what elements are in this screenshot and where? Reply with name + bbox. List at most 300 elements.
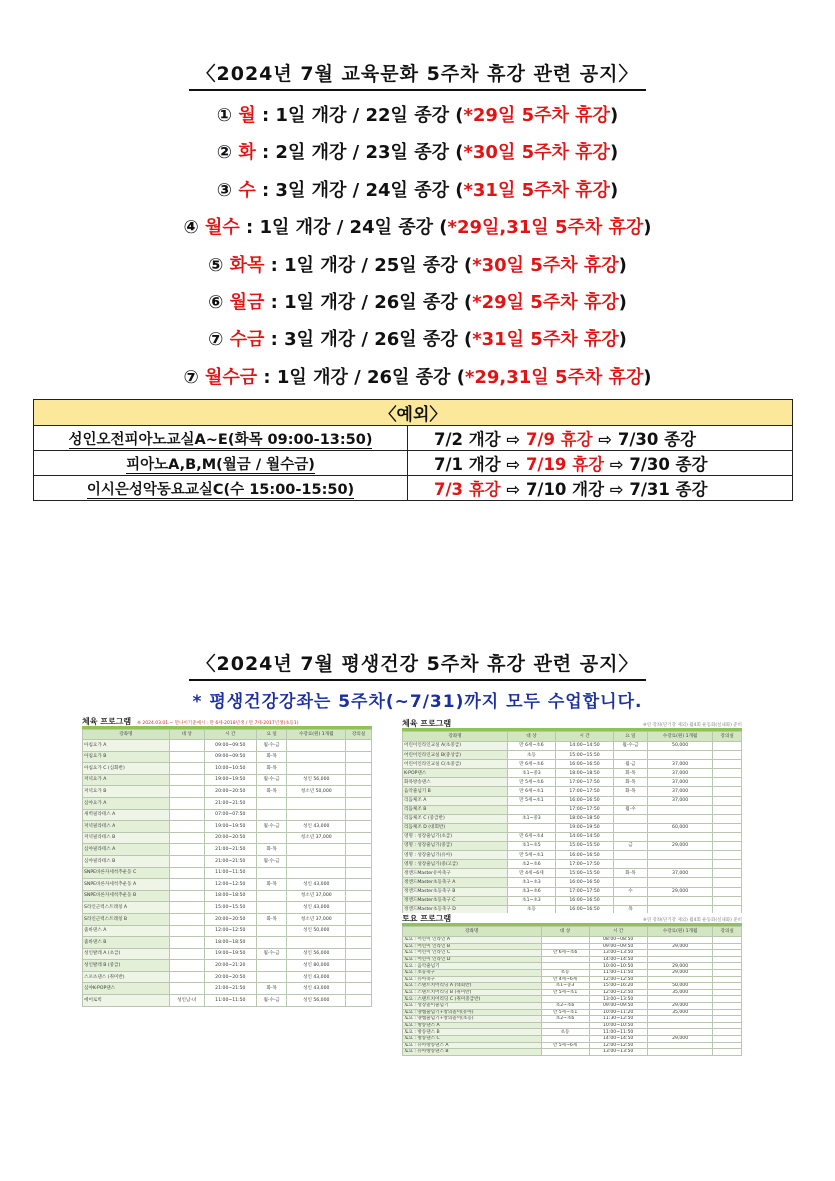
table-cell [346, 937, 372, 949]
notice1-line-closed: *31일 5주차 휴강 [463, 179, 610, 201]
table-cell: 토요 : 성장놀이줄넘기 [403, 1002, 542, 1009]
table-cell [169, 809, 204, 821]
table-cell: 11:00~11:50 [204, 995, 256, 1007]
table-cell: 음악줄넘기 B [403, 787, 508, 796]
table-row [83, 983, 372, 995]
table-cell [713, 878, 742, 887]
table-header-cell: 대 상 [541, 927, 589, 937]
table-cell: 성인 56,000 [287, 774, 346, 786]
schedule-right-top-note: ※연 강좌(단기강 제외) 월4회 운동화(실내화) 준비 [642, 723, 742, 728]
table-cell [713, 823, 742, 832]
table-cell [713, 989, 742, 996]
table-cell [287, 937, 346, 949]
schedule-left-table [82, 729, 372, 1007]
table-cell [346, 797, 372, 809]
table-cell [346, 809, 372, 821]
table-cell [713, 860, 742, 869]
table-cell [713, 1042, 742, 1049]
table-cell [713, 742, 742, 751]
table-cell: 19:00~19:50 [204, 774, 256, 786]
table-cell [287, 844, 346, 856]
notice1-line-closed: *30일 5주차 휴강 [463, 142, 610, 164]
notice1-line-rest: : 1일 개강 / 24일 종강 ( [239, 217, 448, 239]
table-cell: 아침요가 A [83, 740, 170, 752]
table-row [403, 937, 742, 944]
table-row [83, 751, 372, 763]
notice1-line [0, 209, 835, 246]
table-cell: 화·목 [257, 913, 287, 925]
table-header-cell: 강의실 [713, 732, 742, 742]
table-cell: 토요 : 양쌤줄넘기+창의놀이(초등) [403, 1016, 542, 1023]
table-cell [169, 867, 204, 879]
table-row [83, 832, 372, 844]
table-cell: 화·목 [257, 879, 287, 891]
table-cell [647, 1016, 713, 1023]
table-cell: 19:00~19:50 [204, 821, 256, 833]
table-cell [614, 851, 648, 860]
table-cell: 21:00~21:50 [204, 844, 256, 856]
table-cell [614, 832, 648, 841]
notice1-line-close: ) [609, 142, 619, 164]
table-cell [647, 851, 713, 860]
table-row [403, 1035, 742, 1042]
table-cell: 11:30~12:50 [589, 1016, 647, 1023]
table-cell: 성인 56,000 [287, 948, 346, 960]
table-cell: 토요 : 초등축구 [403, 969, 542, 976]
table-cell: 리듬체조 A [403, 796, 508, 805]
table-cell [169, 797, 204, 809]
table-cell: 토요 : 유아축구 [403, 976, 542, 983]
table-cell [346, 855, 372, 867]
table-cell: 성인 43,000 [287, 879, 346, 891]
exception-row: 이시은성악동요교실C(수 15:00-15:50) 7/3 휴강 ⇨ 7/10 개강 ⇨ 7/31 종강 [34, 476, 793, 501]
table-cell [346, 763, 372, 775]
table-cell: 청소년 37,000 [287, 832, 346, 844]
table-cell [614, 878, 648, 887]
table-cell: 만 6세~초6 [541, 950, 589, 957]
table-row [403, 996, 742, 1003]
notice1-line [0, 172, 835, 209]
table-cell: 15:00~16:20 [589, 983, 647, 990]
table-cell [346, 821, 372, 833]
table-cell [287, 751, 346, 763]
table-cell: 16:00~16:50 [555, 896, 613, 905]
table-cell: 월·수·금 [257, 995, 287, 1007]
table-cell: 심야필라테스 A [83, 844, 170, 856]
table-cell: 12:00~12:50 [204, 925, 256, 937]
table-cell [614, 814, 648, 823]
table-row [403, 1022, 742, 1029]
table-cell: 14:00~14:50 [555, 832, 613, 841]
table-cell: 15:00~15:50 [204, 902, 256, 914]
table-cell: 13:00~13:50 [589, 996, 647, 1003]
table-cell: 정앤드Master초등축구 B [403, 887, 508, 896]
table-cell: 영명 : 성장줄넘기(초급) [403, 832, 508, 841]
notice1-line-day: 화 [238, 142, 256, 164]
table-cell: 29,000 [647, 1002, 713, 1009]
table-cell [257, 832, 287, 844]
table-cell: 월·수·금 [257, 740, 287, 752]
table-cell: 10:00~10:50 [204, 763, 256, 775]
table-cell [647, 751, 713, 760]
table-cell [713, 842, 742, 851]
table-cell: 08:00~08:50 [589, 937, 647, 944]
table-header-cell: 강좌명 [403, 732, 508, 742]
table-cell [713, 869, 742, 878]
table-cell: 만 5세~초1 [541, 1009, 589, 1016]
table-cell [713, 963, 742, 970]
table-cell [287, 855, 346, 867]
table-cell: 토요 : 어린이 인라인 B [403, 943, 542, 950]
table-cell: 만 6세~초1 [507, 787, 555, 796]
table-cell [713, 760, 742, 769]
exceptions-table [33, 399, 793, 501]
notice1-line-rest: : 1일 개강 / 26일 종강 ( [264, 291, 473, 313]
table-row [403, 860, 742, 869]
table-cell: 줌바댄스 A [83, 925, 170, 937]
table-cell [647, 805, 713, 814]
table-cell [346, 995, 372, 1007]
table-cell: 만 6세~초6 [507, 742, 555, 751]
table-cell: 만 5세~6세 [541, 1042, 589, 1049]
notice1-line-closed: *29일 5주차 휴강 [472, 291, 619, 313]
table-row [403, 869, 742, 878]
table-cell [713, 778, 742, 787]
notice1-line-day: 화목 [229, 254, 265, 276]
table-cell [346, 960, 372, 972]
table-cell [614, 796, 648, 805]
table-cell [169, 879, 204, 891]
notice1-line [0, 284, 835, 321]
table-cell [647, 956, 713, 963]
table-header-cell: 요 일 [257, 730, 287, 740]
table-cell [346, 983, 372, 995]
table-row [403, 751, 742, 760]
schedule-right-top-table [402, 731, 742, 915]
table-cell [713, 1022, 742, 1029]
table-cell [169, 855, 204, 867]
table-cell: 토요 : 스탠트치어리딩 B (취미반) [403, 989, 542, 996]
notice1-line-num: ① [216, 105, 239, 126]
table-cell: 29,000 [647, 943, 713, 950]
table-row [83, 740, 372, 752]
table-cell [647, 896, 713, 905]
table-header-cell: 수강료(원) 1개월 [287, 730, 346, 740]
table-row [83, 937, 372, 949]
notice1-line-day: 월금 [229, 291, 265, 313]
table-cell [169, 740, 204, 752]
table-cell: 만 5세~초6 [507, 778, 555, 787]
table-cell: 초1~초3 [507, 878, 555, 887]
notice1-line [0, 359, 835, 396]
table-cell [713, 887, 742, 896]
table-cell [713, 787, 742, 796]
table-cell: 화·목 [257, 763, 287, 775]
table-cell [647, 937, 713, 944]
table-header-cell: 대 상 [507, 732, 555, 742]
table-cell: 화·목 [257, 786, 287, 798]
table-cell: 정앤드Master초등축구 C [403, 896, 508, 905]
table-row [403, 760, 742, 769]
table-cell: 토요 : 유아방송댄스 A [403, 1042, 542, 1049]
table-cell: 만 4세~6세 [507, 869, 555, 878]
table-cell: 화·목 [257, 751, 287, 763]
table-cell: 17:00~17:50 [555, 787, 613, 796]
table-cell: 11:00~11:50 [204, 867, 256, 879]
table-cell: 20:00~21:20 [204, 960, 256, 972]
table-cell: 어린이인라인교실 C(초중급) [403, 760, 508, 769]
table-row [83, 890, 372, 902]
table-cell: 14:00~14:50 [589, 1035, 647, 1042]
table-cell: 초2~초6 [541, 1002, 589, 1009]
table-cell: 월·수·금 [257, 855, 287, 867]
table-cell: 성인남·녀 [169, 995, 204, 1007]
schedule-right-bottom-note: ※연 강좌(단기강 제외) 월4회 운동화(실내화) 준비 [642, 918, 742, 923]
table-row [403, 796, 742, 805]
table-cell: 토요 : 음악줄넘기 [403, 963, 542, 970]
notice1-line-day: 월 [238, 105, 256, 126]
table-cell: 11:00~11:50 [589, 969, 647, 976]
table-cell: 10:00~10:50 [589, 963, 647, 970]
table-cell: 18:00~18:50 [555, 814, 613, 823]
exceptions-header: 〈예외〉 [34, 400, 793, 426]
table-cell [647, 1029, 713, 1036]
table-header-cell: 대 상 [169, 730, 204, 740]
table-cell: 14:00~14:50 [589, 956, 647, 963]
schedule-right-bottom-panel [402, 913, 742, 1055]
table-cell: 37,000 [647, 787, 713, 796]
table-cell: 초2~초6 [507, 860, 555, 869]
table-cell: 월·수 [614, 805, 648, 814]
table-cell: 29,000 [647, 969, 713, 976]
table-cell [713, 1009, 742, 1016]
table-cell [257, 867, 287, 879]
table-cell [346, 774, 372, 786]
table-cell: 리듬체조 D (대회반) [403, 823, 508, 832]
table-cell: S라인근력스트레칭 A [83, 902, 170, 914]
table-cell: 토요 : 스탠트치어리딩 C (취미중급반) [403, 996, 542, 1003]
notice1-line-num: ⑤ [208, 254, 230, 276]
notice1-line-rest: : 3일 개강 / 24일 종강 ( [255, 179, 464, 201]
table-cell: 성인 43,000 [287, 971, 346, 983]
schedule-left-panel [82, 716, 372, 1003]
table-cell [257, 902, 287, 914]
table-cell: 리듬체조 C (중급반) [403, 814, 508, 823]
table-cell [541, 1049, 589, 1056]
table-cell [257, 925, 287, 937]
table-row [83, 867, 372, 879]
table-cell [346, 948, 372, 960]
schedule-right-bottom-table [402, 926, 742, 1056]
table-cell [647, 878, 713, 887]
table-cell [346, 902, 372, 914]
table-cell: 17:00~17:50 [555, 805, 613, 814]
table-cell [169, 774, 204, 786]
table-cell [713, 1029, 742, 1036]
schedule-right-top-panel [402, 718, 742, 913]
table-cell [346, 925, 372, 937]
exception-name: 이시은성악동요교실C(수 15:00-15:50) [86, 481, 355, 498]
table-cell: 초등 [541, 969, 589, 976]
notice1-line-num: ⑦ [183, 366, 205, 388]
table-cell: 심야K-POP댄스 [83, 983, 170, 995]
table-cell [541, 937, 589, 944]
table-header-cell: 시 간 [555, 732, 613, 742]
table-cell [647, 1042, 713, 1049]
table-cell: 정앤드Master초등축구 D [403, 905, 508, 914]
table-cell: 초1~중3 [507, 769, 555, 778]
table-cell: 토요 : 어린이 인라인 C [403, 950, 542, 957]
table-cell: 줌바댄스 B [83, 937, 170, 949]
table-row [83, 879, 372, 891]
table-header-cell: 강의실 [346, 730, 372, 740]
table-cell [169, 902, 204, 914]
table-cell: 심야요가 A [83, 797, 170, 809]
table-cell: 37,000 [647, 778, 713, 787]
table-header-cell: 요 일 [614, 732, 648, 742]
notice1-line-close: ) [618, 329, 627, 351]
table-cell [287, 763, 346, 775]
notice1-line-close: ) [618, 254, 627, 276]
table-cell: 만 5세~초1 [507, 796, 555, 805]
table-cell: 초등 [507, 905, 555, 914]
table-cell: 초3~초6 [507, 887, 555, 896]
table-cell: 37,000 [647, 769, 713, 778]
table-row [83, 786, 372, 798]
table-cell [713, 851, 742, 860]
table-cell: 토요 : 방송댄스 A [403, 1022, 542, 1029]
table-cell [346, 844, 372, 856]
table-cell: 14:00~14:50 [555, 742, 613, 751]
notice1-line-closed: *29,31일 5주차 휴강 [464, 366, 644, 388]
table-cell: 21:00~21:50 [204, 855, 256, 867]
table-cell [169, 948, 204, 960]
table-cell: 16:00~16:50 [555, 796, 613, 805]
table-cell [647, 832, 713, 841]
table-cell [647, 860, 713, 869]
table-cell: 저녁필라테스 A [83, 821, 170, 833]
table-cell: 07:00~07:50 [204, 809, 256, 821]
table-cell [257, 960, 287, 972]
table-cell: 16:00~16:50 [555, 878, 613, 887]
table-cell: 15:00~15:50 [555, 842, 613, 851]
table-row [403, 1016, 742, 1023]
table-row [403, 976, 742, 983]
table-header-cell: 강좌명 [403, 927, 542, 937]
notice1-line-closed: *29일,31일 5주차 휴강 [447, 217, 644, 239]
table-cell: 토요 : 스탠트치어리딩 A (대회반) [403, 983, 542, 990]
table-cell: 아침요가 B [83, 751, 170, 763]
table-row [403, 842, 742, 851]
table-header-cell: 수강료(원) 1개월 [647, 927, 713, 937]
table-row [403, 832, 742, 841]
table-cell: 토요 : 양쌤줄넘기+창의놀이(유아) [403, 1009, 542, 1016]
table-row [403, 805, 742, 814]
notice1-line-rest: : 2일 개강 / 23일 종강 ( [255, 142, 464, 164]
table-cell [287, 740, 346, 752]
table-cell: 21:00~21:50 [204, 797, 256, 809]
table-cell [713, 832, 742, 841]
table-row [83, 971, 372, 983]
table-cell [169, 763, 204, 775]
table-cell: 토요 : 어린이 인라인 D [403, 956, 542, 963]
schedule-right-top-title: 체육 프로그램 [402, 719, 452, 728]
table-cell [346, 786, 372, 798]
table-cell: 성인 43,000 [287, 821, 346, 833]
table-cell [713, 769, 742, 778]
table-cell [169, 821, 204, 833]
table-cell [169, 751, 204, 763]
table-cell: 만 5세~초1 [507, 851, 555, 860]
table-row [83, 855, 372, 867]
table-cell: 10:00~11:20 [589, 1009, 647, 1016]
table-cell [169, 832, 204, 844]
table-cell [346, 879, 372, 891]
table-cell [507, 823, 555, 832]
table-cell [647, 814, 713, 823]
table-cell: 정앤드Master유아축구 [403, 869, 508, 878]
table-cell: 29,000 [647, 1035, 713, 1042]
table-cell [713, 796, 742, 805]
table-row [403, 851, 742, 860]
table-cell: 초등 [507, 751, 555, 760]
table-row [403, 956, 742, 963]
table-cell [647, 950, 713, 957]
notice1-line-rest: : 1일 개강 / 22일 종강 ( [255, 105, 464, 126]
notice1-lines [0, 97, 835, 396]
table-cell: 35,000 [647, 989, 713, 996]
table-cell [346, 890, 372, 902]
notice1-line-day: 월수 [204, 217, 240, 239]
table-cell: 만 6세~초6 [507, 760, 555, 769]
table-header-cell: 시 간 [589, 927, 647, 937]
table-cell [541, 1035, 589, 1042]
table-cell: 50,000 [647, 742, 713, 751]
table-cell: 월·수·금 [257, 948, 287, 960]
table-cell: 20:00~20:50 [204, 786, 256, 798]
notice1-line-close: ) [609, 179, 619, 201]
table-cell: 저녁요가 B [83, 786, 170, 798]
notice1-line-close: ) [609, 105, 619, 126]
table-cell: 60,000 [647, 823, 713, 832]
table-row [403, 950, 742, 957]
table-cell: 18:00~18:50 [555, 769, 613, 778]
notice1-line-closed: *31일 5주차 휴강 [472, 329, 619, 351]
table-row [403, 983, 742, 990]
table-cell [257, 937, 287, 949]
table-cell: 초1~중3 [541, 983, 589, 990]
table-cell: SNPE바른자세척추운동 C [83, 867, 170, 879]
exception-name: 피아노A,B,M(월금 / 월수금) [126, 456, 315, 473]
notice1-line-num: ④ [183, 217, 205, 239]
table-cell: 12:00~12:50 [204, 879, 256, 891]
table-cell: 화·목 [614, 869, 648, 878]
table-cell [169, 786, 204, 798]
table-cell [169, 971, 204, 983]
table-cell [647, 976, 713, 983]
table-cell: 초등 [541, 1029, 589, 1036]
notice1-title: 〈2024년 7월 교육문화 5주차 휴강 관련 공지〉 [0, 58, 835, 91]
notice1-line-day: 수 [238, 179, 256, 201]
table-cell: 09:00~09:50 [589, 1002, 647, 1009]
notice1-line-close: ) [643, 217, 652, 239]
table-row [83, 844, 372, 856]
table-cell: 어린이인라인교실 B(중상급) [403, 751, 508, 760]
notice1-line-close: ) [643, 366, 652, 388]
table-cell [507, 805, 555, 814]
table-cell: 13:00~13:50 [589, 950, 647, 957]
table-row [403, 823, 742, 832]
